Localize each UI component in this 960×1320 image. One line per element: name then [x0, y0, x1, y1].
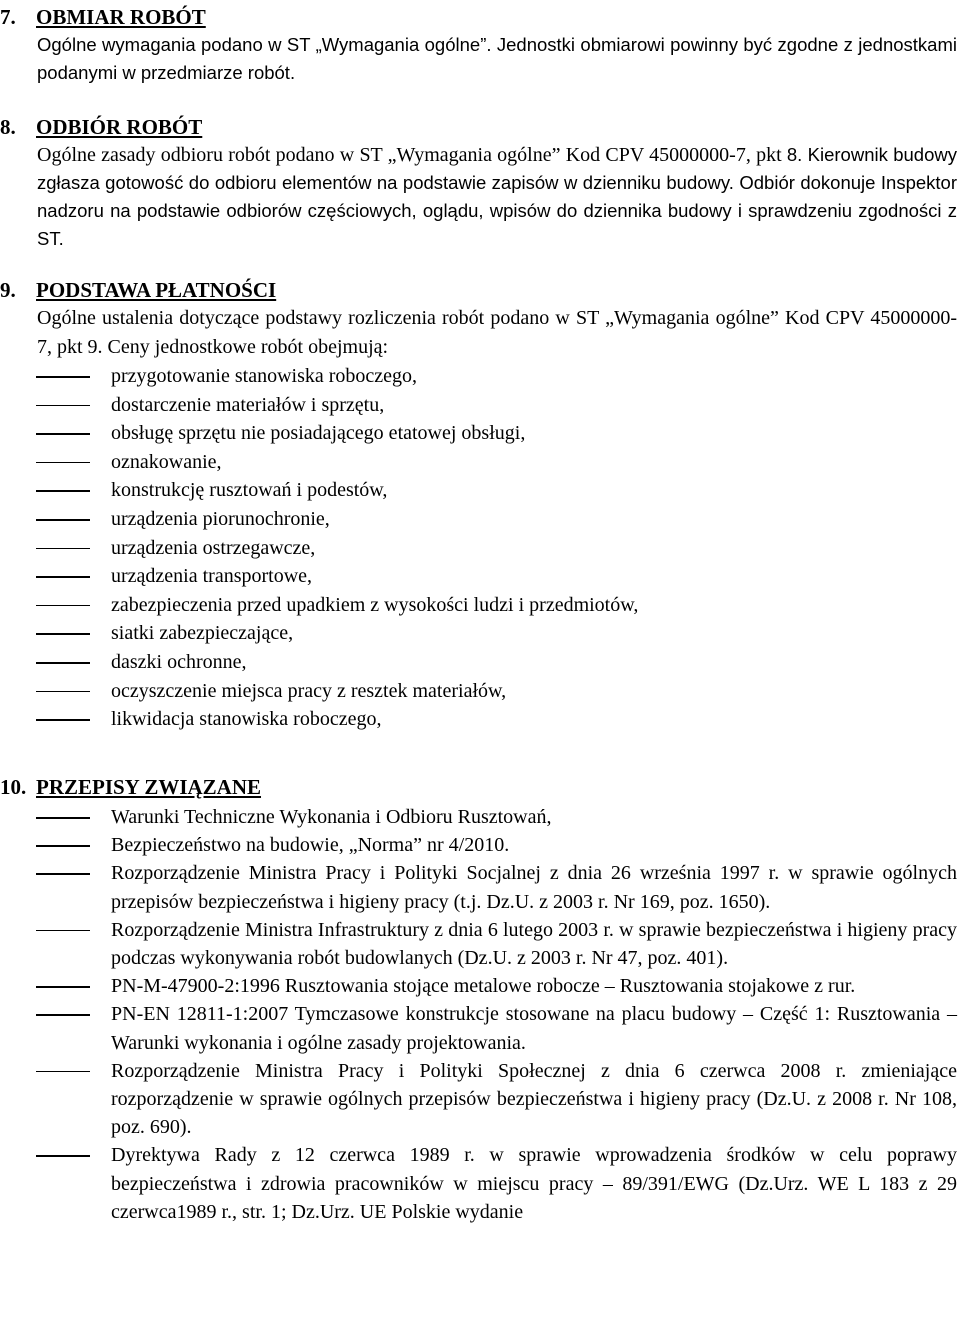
dash-bullet: [36, 1014, 90, 1016]
dash-bullet: [36, 376, 90, 378]
dash-bullet: [36, 817, 90, 819]
list-item: dostarczenie materiałów i sprzętu,: [0, 391, 960, 420]
list-item: Warunki Techniczne Wykonania i Odbioru Rusztowań,: [0, 803, 960, 831]
dash-bullet: [36, 845, 90, 847]
dash-bullet: [36, 719, 90, 721]
list-item: PN-EN 12811-1:2007 Tymczasowe konstrukcje stosowane na placu budowy – Część 1: Rusztowania – Warunki wykonania i ogólne zasady projektowania.: [0, 1000, 960, 1056]
dash-bullet: [36, 605, 90, 607]
section-9-heading: [0, 277, 276, 303]
dash-bullet: [36, 405, 90, 407]
list-item: likwidacja stanowiska roboczego,: [0, 705, 960, 734]
list-item: urządzenia piorunochronie,: [0, 505, 960, 534]
list-item: Rozporządzenie Ministra Pracy i Polityki Społecznej z dnia 6 czerwca 2008 r. zmieniające rozporządzenie w sprawie ogólnych przepisów bezpieczeństwa i higieny pracy (Dz.U. z 2008 r. Nr 108, poz. 690).: [0, 1057, 960, 1142]
section-8-title: ODBIÓR ROBÓT: [36, 115, 203, 139]
list-item: przygotowanie stanowiska roboczego,: [0, 362, 960, 391]
list-item: obsługę sprzętu nie posiadającego etatowej obsługi,: [0, 419, 960, 448]
section-9-title: PODSTAWA PŁATNOŚCI: [36, 278, 277, 302]
section-8-text-serif: Ogólne zasady odbioru robót podano w ST „Wymagania ogólne” Kod CPV 45000000-7, pkt: [37, 144, 782, 166]
section-10-title: PRZEPISY ZWIĄZANE: [36, 775, 262, 799]
list-item: urządzenia transportowe,: [0, 562, 960, 591]
dash-bullet: [36, 662, 90, 664]
section-9-number: 9.: [0, 278, 16, 302]
section-10-number: 10.: [0, 775, 27, 799]
section-9-list: [0, 362, 960, 734]
list-item: Rozporządzenie Ministra Infrastruktury z dnia 6 lutego 2003 r. w sprawie bezpieczeństwa i higieny pracy podczas wykonywania robót budowlanych (Dz.U. z 2003 r. Nr 47, poz. 401).: [0, 916, 960, 972]
section-7-text: Ogólne wymagania podano w ST „Wymagania ogólne”. Jednostki obmiarowi powinny być zgodne z jednostkami podanymi w przedmiarze robót.: [37, 34, 957, 83]
section-8-text-sans: 8. Kierownik budowy zgłasza gotowość do odbioru elementów na podstawie zapisów w dzienniku budowy. Odbiór dokonuje Inspektor nadzoru na podstawie odbiorów częściowych, oglądu, wpisów do dziennika budowy i sprawdzeniu zgodności z ST.: [37, 144, 957, 249]
dash-bullet: [36, 519, 90, 521]
list-item: PN-M-47900-2:1996 Rusztowania stojące metalowe robocze – Rusztowania stojakowe z rur.: [0, 972, 960, 1000]
dash-bullet: [36, 873, 90, 875]
list-item: zabezpieczenia przed upadkiem z wysokości ludzi i przedmiotów,: [0, 591, 960, 620]
dash-bullet: [36, 576, 90, 578]
list-item: siatki zabezpieczające,: [0, 619, 960, 648]
list-item: konstrukcję rusztowań i podestów,: [0, 476, 960, 505]
list-item: Rozporządzenie Ministra Pracy i Polityki Socjalnej z dnia 26 września 1997 r. w sprawie ogólnych przepisów bezpieczeństwa i higieny pracy (t.j. Dz.U. z 2003 r. Nr 169, poz. 1650).: [0, 859, 960, 915]
dash-bullet: [36, 930, 90, 932]
section-8-heading: [0, 114, 202, 140]
list-item: Dyrektywa Rady z 12 czerwca 1989 r. w sprawie wprowadzenia środków w celu poprawy bezpieczeństwa i zdrowia pracowników w miejscu pracy – 89/391/EWG (Dz.Urz. WE L 183 z 29 czerwca1989 r., str. 1; Dz.Urz. UE Polskie wydanie: [0, 1141, 960, 1226]
list-item: daszki ochronne,: [0, 648, 960, 677]
list-item: Bezpieczeństwo na budowie, „Norma” nr 4/2010.: [0, 831, 960, 859]
dash-bullet: [36, 548, 90, 550]
section-9-text: Ogólne ustalenia dotyczące podstawy rozliczenia robót podano w ST „Wymagania ogólne” Kod CPV 45000000-7, pkt 9. Ceny jednostkowe robót obejmują:: [37, 307, 957, 358]
section-7-heading: [0, 4, 206, 30]
dash-bullet: [36, 462, 90, 464]
dash-bullet: [36, 1071, 90, 1073]
dash-bullet: [36, 490, 90, 492]
section-7-title: OBMIAR ROBÓT: [36, 5, 206, 29]
dash-bullet: [36, 691, 90, 693]
section-7-number: 7.: [0, 5, 16, 29]
list-item: urządzenia ostrzegawcze,: [0, 534, 960, 563]
list-item: oznakowanie,: [0, 448, 960, 477]
section-10-list: [0, 803, 960, 1226]
dash-bullet: [36, 986, 90, 988]
dash-bullet: [36, 1155, 90, 1157]
list-item: oczyszczenie miejsca pracy z resztek materiałów,: [0, 677, 960, 706]
dash-bullet: [36, 633, 90, 635]
section-10-heading: [0, 774, 261, 800]
dash-bullet: [36, 433, 90, 435]
section-8-number: 8.: [0, 115, 16, 139]
section-8-text: [37, 141, 957, 253]
